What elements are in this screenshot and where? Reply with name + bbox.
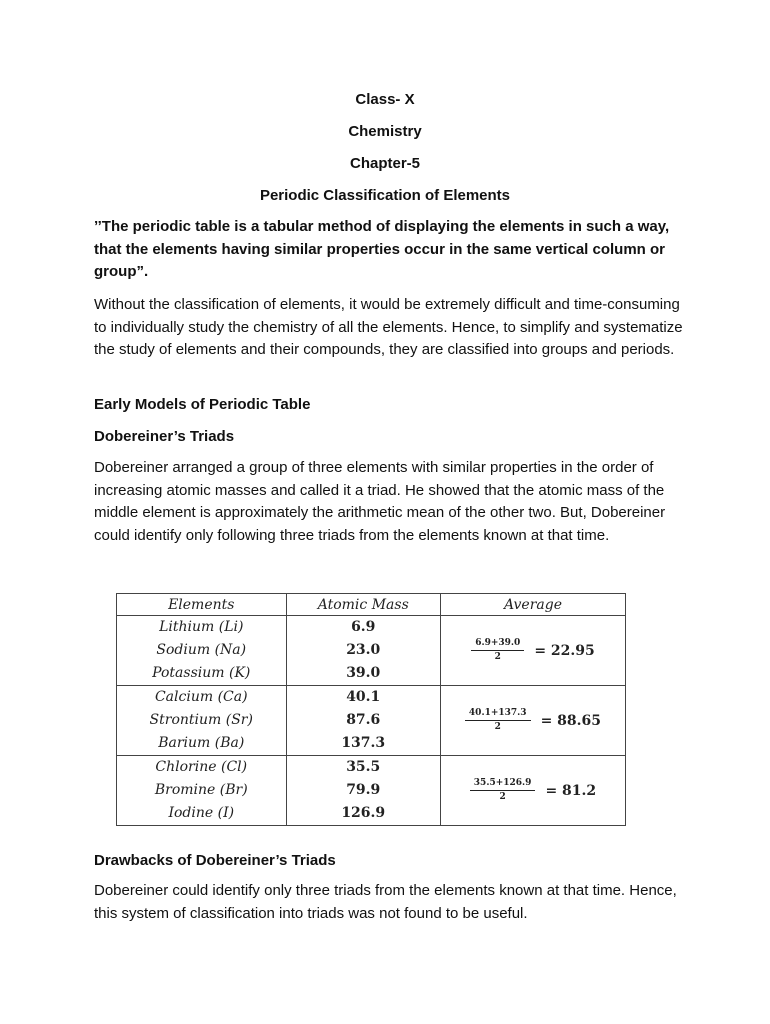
atomic-mass: 39.0	[346, 665, 381, 681]
triads-table	[116, 593, 626, 826]
fraction-numerator: 40.1+137.3	[465, 708, 531, 721]
triad-masses	[286, 616, 440, 686]
average-result: = 81.2	[545, 782, 597, 799]
element-name: Barium (Ba)	[158, 735, 245, 751]
average-result: = 88.65	[540, 712, 602, 729]
table-row	[117, 616, 626, 686]
fraction-numerator: 35.5+126.9	[470, 778, 536, 791]
fraction-numerator: 6.9+39.0	[471, 638, 524, 651]
atomic-mass: 6.9	[351, 619, 376, 635]
average-result: = 22.95	[534, 642, 595, 659]
triad-elements	[117, 756, 287, 826]
average-fraction	[471, 638, 524, 663]
page-title: Periodic Classification of Elements	[259, 187, 511, 204]
table-row	[117, 756, 626, 826]
fraction-denominator: 2	[494, 722, 501, 732]
element-name: Potassium (K)	[152, 665, 251, 681]
header-elements: Elements	[117, 594, 287, 616]
triad-average	[440, 686, 625, 756]
class-line: Class- X	[355, 91, 415, 108]
element-name: Chlorine (Cl)	[155, 759, 248, 775]
triad-masses	[286, 756, 440, 826]
chapter-title: Chapter-5	[349, 155, 420, 172]
triad-elements	[117, 616, 287, 686]
drawbacks-heading: Drawbacks of Dobereiner’s Triads	[94, 852, 336, 869]
triad-average	[440, 756, 625, 826]
atomic-mass: 35.5	[346, 759, 381, 775]
element-name: Sodium (Na)	[156, 642, 247, 658]
table-row	[117, 686, 626, 756]
atomic-mass: 23.0	[346, 642, 381, 658]
atomic-mass: 40.1	[346, 689, 381, 705]
table-header-row	[117, 594, 626, 616]
average-fraction	[470, 778, 536, 803]
early-models-heading: Early Models of Periodic Table	[94, 396, 311, 413]
triad-elements	[117, 686, 287, 756]
header-atomic-mass: Atomic Mass	[286, 594, 440, 616]
element-name: Strontium (Sr)	[149, 712, 253, 728]
element-name: Calcium (Ca)	[154, 689, 248, 705]
atomic-mass: 87.6	[346, 712, 381, 728]
average-fraction	[465, 708, 531, 733]
definition-quote: ’’The periodic table is a tabular method of displaying the elements in such a way, that the elements having similar properties occur in the same vertical column or group”.	[94, 218, 670, 280]
element-name: Lithium (Li)	[159, 619, 244, 635]
fraction-denominator: 2	[494, 652, 501, 662]
fraction-denominator: 2	[499, 792, 506, 802]
element-name: Iodine (I)	[168, 805, 235, 821]
intro-paragraph: Without the classification of elements, it would be extremely difficult and time-consuming to individually study the chemistry of all the elements. Hence, to simplify and systematize the study of elements and their compounds, they are classified into groups and periods.	[94, 296, 683, 358]
triad-masses	[286, 686, 440, 756]
triad-average	[440, 616, 625, 686]
subject-title: Chemistry	[348, 123, 422, 140]
header-average: Average	[440, 594, 625, 616]
element-name: Bromine (Br)	[154, 782, 248, 798]
drawbacks-paragraph: Dobereiner could identify only three triads from the elements known at that time. Hence, this system of classification into triads was not found to be useful.	[94, 882, 677, 922]
triads-subheading: Dobereiner’s Triads	[94, 428, 235, 445]
atomic-mass: 79.9	[346, 782, 381, 798]
atomic-mass: 126.9	[341, 805, 386, 821]
triads-paragraph: Dobereiner arranged a group of three elements with similar properties in the order of increasing atomic masses and called it a triad. He showed that the atomic mass of the middle element is approximately the arithmetic mean of the other two. But, Dobereiner could identify only following three triads from the elements known at that time.	[94, 459, 666, 544]
atomic-mass: 137.3	[341, 735, 386, 751]
